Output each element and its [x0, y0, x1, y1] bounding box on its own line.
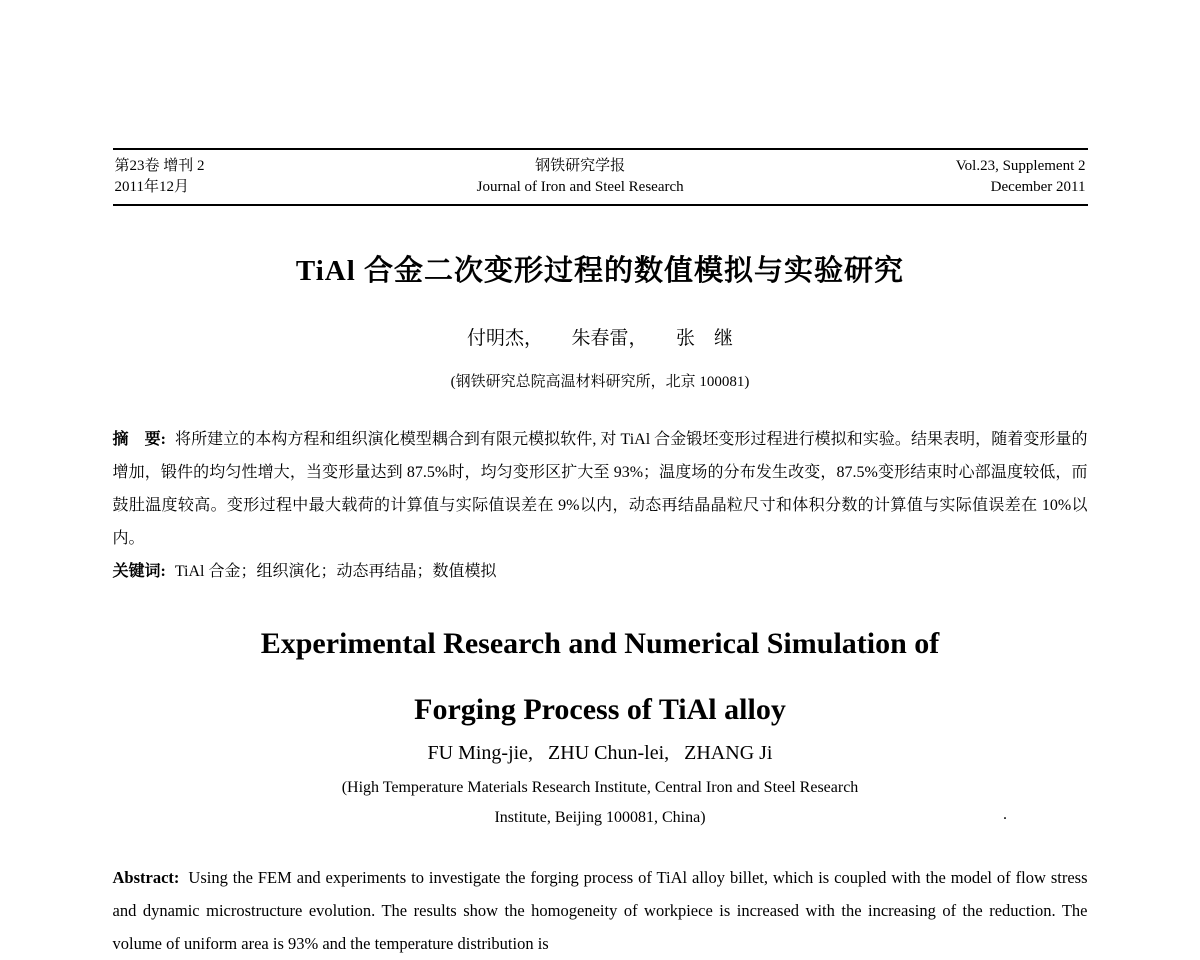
- abstract-label-en: Abstract:: [112, 868, 180, 887]
- abstract-cn: [113, 423, 1088, 555]
- journal-header: [113, 148, 1088, 206]
- abstract-text-en: Using the FEM and experiments to investigate the forging process of TiAl alloy billet, which is coupled with the model of flow stress and dynamic microstructure evolution. The results show the homogeneity of workpiece is increased with the increasing of the reduction. The volume of uniform area is 93% and the temperature distribution is: [112, 868, 1088, 953]
- affiliation-en-line1: (High Temperature Materials Research Institute, Central Iron and Steel Research: [341, 779, 859, 796]
- date-cn: 2011年12月: [114, 179, 189, 195]
- affiliation-en: [113, 773, 1088, 833]
- abstract-label-cn: 摘 要:: [112, 431, 166, 448]
- header-right: [956, 156, 1086, 198]
- stray-period-mark: .: [1003, 806, 1007, 823]
- paper-title-en-line1: Experimental Research and Numerical Simulation of: [260, 627, 940, 660]
- authors-cn: 付明杰， 朱春雷， 张 继: [466, 328, 733, 349]
- header-left: [115, 156, 205, 198]
- date-en: December 2011: [990, 179, 1086, 195]
- volume-issue-en: Vol.23, Supplement 2: [955, 158, 1086, 174]
- keywords-text-cn: TiAl 合金；组织演化；动态再结晶；数值模拟: [174, 563, 497, 580]
- keywords-label-cn: 关键词:: [112, 563, 166, 580]
- header-center: [205, 156, 956, 198]
- abstract-text-cn: 将所建立的本构方程和组织演化模型耦合到有限元模拟软件, 对 TiAl 合金锻坯变形过程进行模拟和实验。结果表明，随着变形量的增加，锻件的均匀性增大，当变形量达到 87.5%时，均匀变形区扩大至 93%；温度场的分布发生改变，87.5%变形结束时心部温度较低，而鼓肚温度较高。变形过程中最大载荷的计算值与实际值误差在 9%以内，动态再结晶晶粒尺寸和体积分数的计算值与实际值误差在 10%以内。: [112, 431, 1088, 547]
- paper-title-cn: TiAl 合金二次变形过程的数值模拟与实验研究: [295, 255, 905, 287]
- page-content: [113, 0, 1088, 960]
- affiliation-cn: (钢铁研究总院高温材料研究所，北京 100081): [450, 374, 750, 390]
- paper-title-en-line2: Forging Process of TiAl alloy: [414, 693, 786, 726]
- journal-name-en: Journal of Iron and Steel Research: [476, 179, 684, 195]
- authors-en: FU Ming-jie, ZHU Chun-lei, ZHANG Ji: [427, 742, 773, 764]
- volume-issue-cn: 第23卷 增刊 2: [114, 158, 205, 174]
- affiliation-en-line2: Institute, Beijing 100081, China): [494, 809, 706, 826]
- keywords-cn: [113, 555, 1088, 588]
- abstract-en: [113, 861, 1088, 960]
- journal-name-cn: 钢铁研究学报: [535, 158, 626, 174]
